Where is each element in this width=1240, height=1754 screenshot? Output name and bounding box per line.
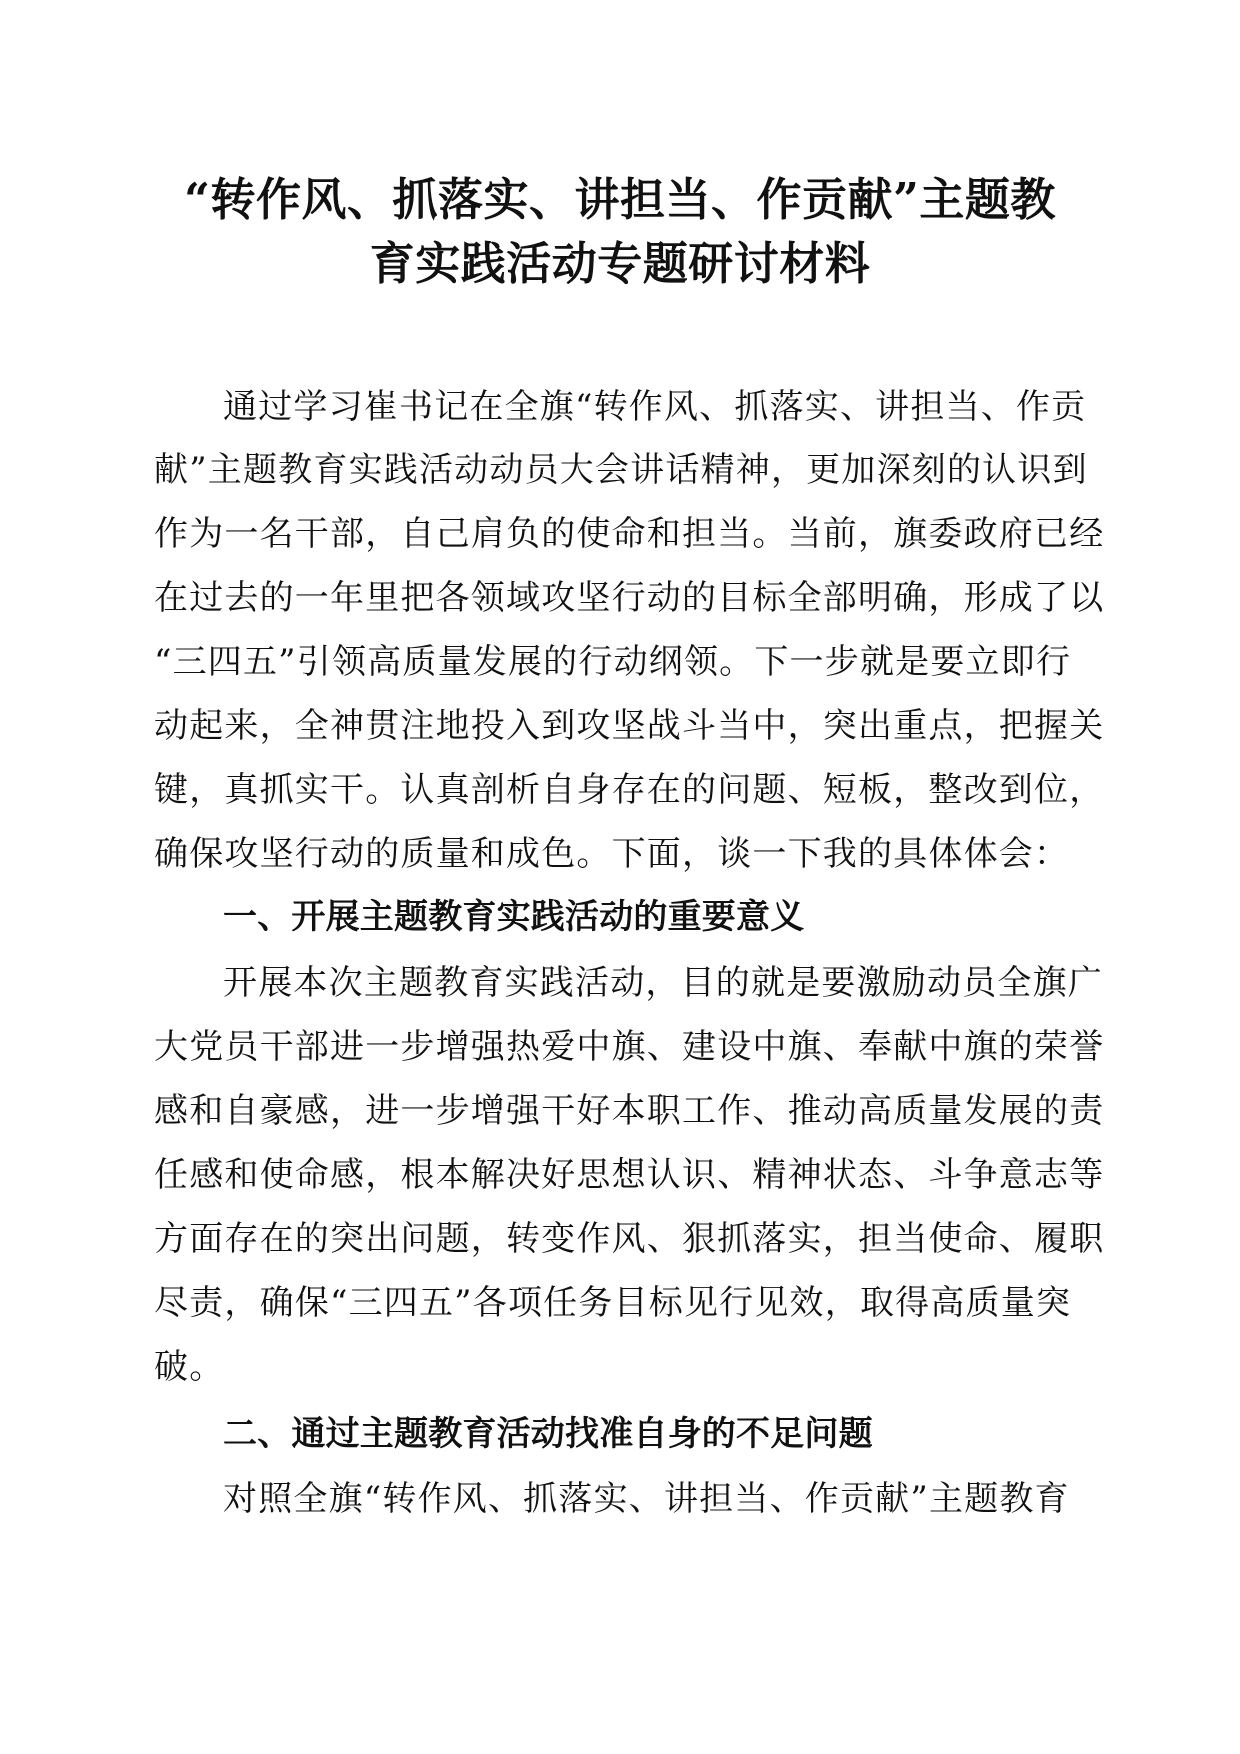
- intro-paragraph-line-7: 键，真抓实干。认真剖析自身存在的问题、短板，整改到位，: [154, 770, 1105, 810]
- section-2-heading: 二、通过主题教育活动找准自身的不足问题: [223, 1414, 873, 1454]
- intro-paragraph-line-4: 在过去的一年里把各领域攻坚行动的目标全部明确，形成了以: [154, 578, 1105, 618]
- intro-paragraph-line-6: 动起来，全神贯注地投入到攻坚战斗当中，突出重点，把握关: [154, 706, 1105, 746]
- intro-paragraph-line-5: “三四五”引领高质量发展的行动纲领。下一步就是要立即行: [154, 642, 1072, 682]
- intro-paragraph-line-2: 献”主题教育实践活动动员大会讲话精神，更加深刻的认识到: [154, 450, 1088, 490]
- section-1-line-5: 方面存在的突出问题，转变作风、狠抓落实，担当使命、履职: [154, 1219, 1105, 1259]
- section-1-line-4: 任感和使命感，根本解决好思想认识、精神状态、斗争意志等: [154, 1155, 1105, 1195]
- intro-paragraph-line-8: 确保攻坚行动的质量和成色。下面，谈一下我的具体体会：: [154, 834, 1070, 874]
- intro-paragraph-line-3: 作为一名干部，自己肩负的使命和担当。当前，旗委政府已经: [154, 514, 1105, 554]
- section-1-line-1: 开展本次主题教育实践活动，目的就是要激励动员全旗广: [223, 963, 1103, 1003]
- section-1-line-3: 感和自豪感，进一步增强干好本职工作、推动高质量发展的责: [154, 1091, 1105, 1131]
- document-title: [150, 168, 1090, 296]
- document-title-line-2: 育实践活动专题研讨材料: [369, 237, 871, 290]
- document-title-line-1: “转作风、抓落实、讲担当、作贡献”主题教: [184, 173, 1056, 226]
- section-2-line-1: 对照全旗“转作风、抓落实、讲担当、作贡献”主题教育: [223, 1479, 1070, 1519]
- section-1-line-6: 尽责，确保“三四五”各项任务目标见行见效，取得高质量突: [154, 1283, 1072, 1323]
- section-1-line-2: 大党员干部进一步增强热爱中旗、建设中旗、奉献中旗的荣誉: [154, 1027, 1105, 1067]
- section-1-line-7: 破。: [154, 1347, 225, 1387]
- section-1-heading: 一、开展主题教育实践活动的重要意义: [223, 897, 805, 937]
- intro-paragraph-line-1: 通过学习崔书记在全旗“转作风、抓落实、讲担当、作贡: [223, 387, 1087, 427]
